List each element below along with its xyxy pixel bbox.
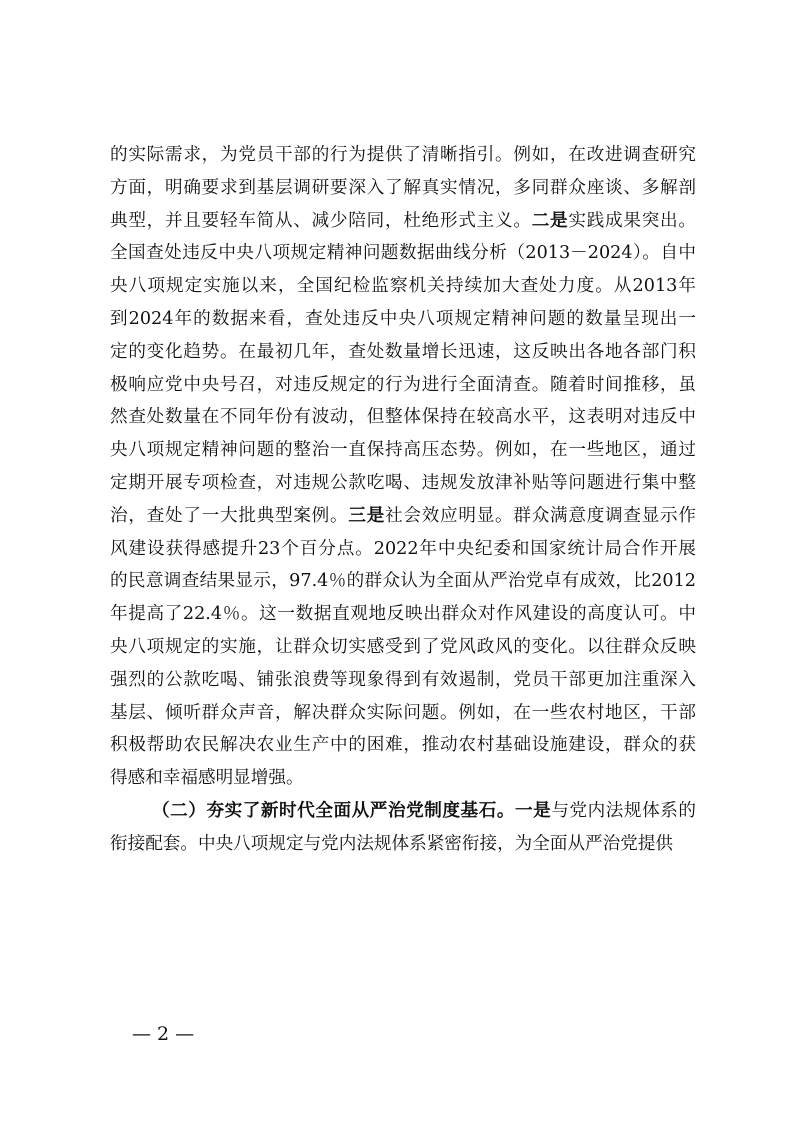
text-run: 社会效应明显。群众满意度调查显示作: [385, 505, 696, 526]
text-run: 的民意调查结果显示，97.4％的群众认为全面从严治党卓有成效，比2012: [110, 571, 696, 592]
text-run: 基层、倾听群众声音，解决群众实际问题。例如，在一些农村地区，干部: [110, 702, 696, 723]
text-run: 衔接配套。中央八项规定与党内法规体系紧密衔接，为全面从严治党提供: [110, 833, 674, 854]
text-run: 的实际需求，为党员干部的行为提供了清晰指引。例如，在改进调查研究: [110, 145, 696, 165]
text-run: 得感和幸福感明显增强。: [110, 768, 304, 789]
text-run: 与党内法规体系的: [551, 800, 696, 821]
body-text: [110, 139, 696, 861]
text-run: 方面，明确要求到基层调研要深入了解真实情况，多同群众座谈、多解剖: [110, 177, 696, 198]
text-line: [110, 828, 696, 861]
text-run: 风建设获得感提升23个百分点。2022年中央纪委和国家统计局合作开展: [110, 538, 696, 559]
page-number: — 2 —: [132, 1023, 195, 1045]
text-line: [110, 795, 696, 828]
text-run: 实践成果突出。: [568, 210, 696, 231]
bold-text-run: 三是: [348, 504, 386, 526]
text-line: [110, 598, 696, 631]
text-line: [110, 434, 696, 467]
text-run: 央八项规定实施以来，全国纪检监察机关持续加大查处力度。从2013年: [110, 276, 696, 297]
text-line: [110, 270, 696, 303]
text-line: [110, 631, 696, 664]
text-run: 定期开展专项检查，对违规公款吃喝、违规发放津补贴等问题进行集中整: [110, 472, 696, 493]
text-line: [110, 500, 696, 533]
text-run: 定的变化趋势。在最初几年，查处数量增长迅速，这反映出各地各部门积: [110, 341, 696, 362]
text-run: 央八项规定的实施，让群众切实感受到了党风政风的变化。以往群众反映: [110, 636, 696, 657]
text-run: 治，查处了一大批典型案例。: [110, 505, 349, 526]
text-run: 到2024年的数据来看，查处违反中央八项规定精神问题的数量呈现出一: [110, 308, 696, 329]
text-line: [110, 205, 696, 238]
text-line: [110, 336, 696, 369]
text-line: [110, 533, 696, 566]
text-line: [110, 664, 696, 697]
text-run: 年提高了22.4％。这一数据直观地反映出群众对作风建设的高度认可。中: [110, 604, 696, 625]
text-line: [110, 467, 696, 500]
bold-text-run: 二是: [531, 209, 569, 231]
text-run: 全国查处违反中央八项规定精神问题数据曲线分析（2013－2024）。自中: [110, 243, 696, 264]
text-line: [110, 762, 696, 795]
text-line: [110, 697, 696, 730]
text-run: 强烈的公款吃喝、铺张浪费等现象得到有效遏制，党员干部更加注重深入: [110, 669, 696, 690]
text-line: [110, 565, 696, 598]
text-run: 积极帮助农民解决农业生产中的困难，推动农村基础设施建设，群众的获: [110, 735, 696, 756]
text-line: [110, 369, 696, 402]
bold-text-run: （二）夯实了新时代全面从严治党制度基石。: [152, 799, 516, 821]
text-line: [110, 303, 696, 336]
text-run: 然查处数量在不同年份有波动，但整体保持在较高水平，这表明对违反中: [110, 407, 696, 428]
text-run: 极响应党中央号召，对违反规定的行为进行全面清查。随着时间推移，虽: [110, 374, 696, 395]
bold-text-run: 一是: [515, 799, 552, 821]
text-run: 典型，并且要轻车简从、减少陪同，杜绝形式主义。: [110, 210, 532, 231]
text-line: [110, 729, 696, 762]
text-run: 央八项规定精神问题的整治一直保持高压态势。例如，在一些地区，通过: [110, 440, 696, 461]
text-line: [110, 139, 696, 172]
text-line: [110, 237, 696, 270]
text-line: [110, 172, 696, 205]
text-line: [110, 401, 696, 434]
